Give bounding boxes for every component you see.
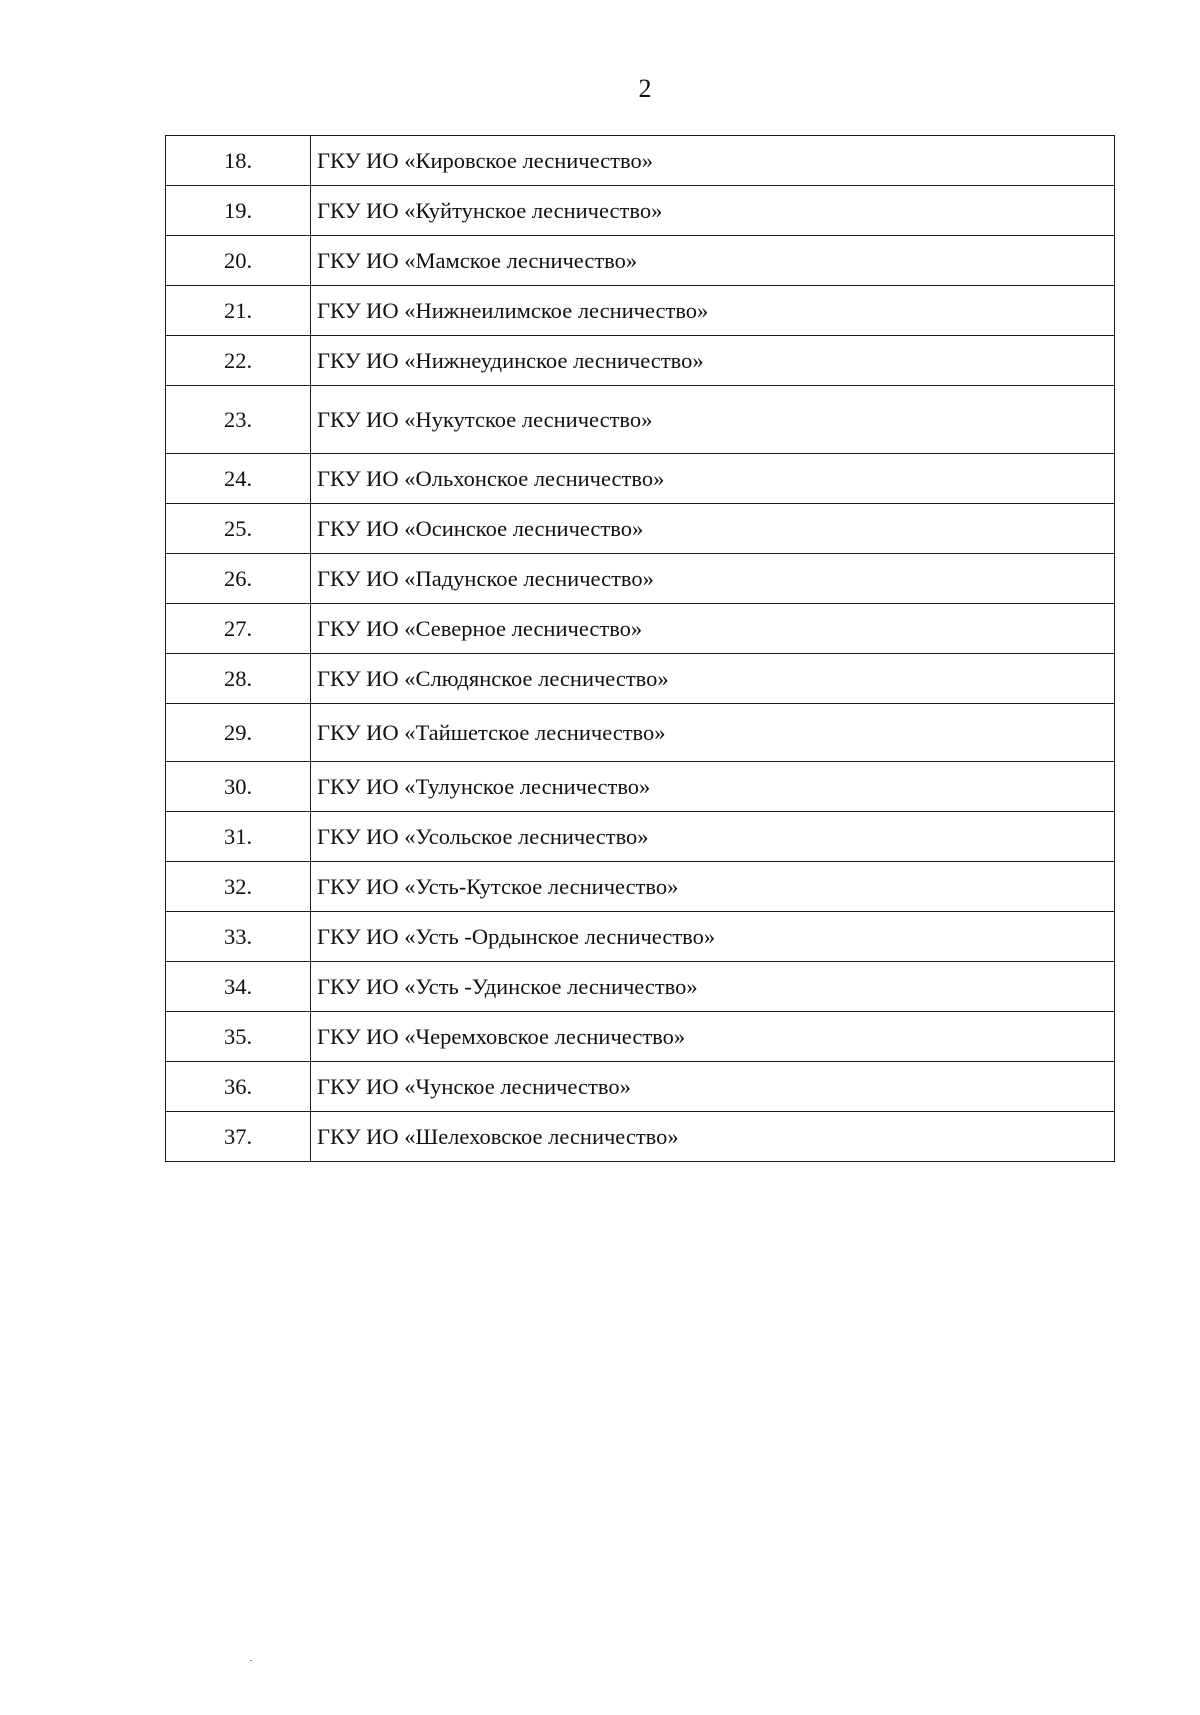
- table-row: [166, 336, 1115, 386]
- row-number: 35.: [166, 1012, 311, 1062]
- row-number: 31.: [166, 812, 311, 862]
- row-name: ГКУ ИО «Усть -Ордынское лесничество»: [311, 912, 1115, 962]
- row-name: ГКУ ИО «Кировское лесничество»: [311, 136, 1115, 186]
- row-number: 26.: [166, 554, 311, 604]
- row-name: ГКУ ИО «Осинское лесничество»: [311, 504, 1115, 554]
- row-number: 23.: [166, 386, 311, 454]
- row-name: ГКУ ИО «Усть-Кутское лесничество»: [311, 862, 1115, 912]
- row-name: ГКУ ИО «Мамское лесничество»: [311, 236, 1115, 286]
- row-name: ГКУ ИО «Ольхонское лесничество»: [311, 454, 1115, 504]
- table-row: [166, 704, 1115, 762]
- table-row: [166, 912, 1115, 962]
- row-number: 19.: [166, 186, 311, 236]
- table-row: [166, 1012, 1115, 1062]
- table-row: [166, 504, 1115, 554]
- row-name: ГКУ ИО «Северное лесничество»: [311, 604, 1115, 654]
- row-number: 27.: [166, 604, 311, 654]
- row-name: ГКУ ИО «Усть -Удинское лесничество»: [311, 962, 1115, 1012]
- table-row: [166, 286, 1115, 336]
- table-row: [166, 136, 1115, 186]
- table-row: [166, 1062, 1115, 1112]
- table-row: [166, 386, 1115, 454]
- row-name: ГКУ ИО «Усольское лесничество»: [311, 812, 1115, 862]
- row-name: ГКУ ИО «Падунское лесничество»: [311, 554, 1115, 604]
- row-name: ГКУ ИО «Тайшетское лесничество»: [311, 704, 1115, 762]
- table-row: [166, 1112, 1115, 1162]
- table-row: [166, 236, 1115, 286]
- table-row: [166, 554, 1115, 604]
- row-number: 30.: [166, 762, 311, 812]
- row-name: ГКУ ИО «Нижнеилимское лесничество»: [311, 286, 1115, 336]
- table-row: [166, 454, 1115, 504]
- row-number: 21.: [166, 286, 311, 336]
- row-name: ГКУ ИО «Тулунское лесничество»: [311, 762, 1115, 812]
- row-name: ГКУ ИО «Чунское лесничество»: [311, 1062, 1115, 1112]
- row-name: ГКУ ИО «Слюдянское лесничество»: [311, 654, 1115, 704]
- table-row: [166, 762, 1115, 812]
- row-name: ГКУ ИО «Черемховское лесничество»: [311, 1012, 1115, 1062]
- row-number: 34.: [166, 962, 311, 1012]
- row-number: 28.: [166, 654, 311, 704]
- table-row: [166, 604, 1115, 654]
- table-row: [166, 862, 1115, 912]
- row-name: ГКУ ИО «Нижнеудинское лесничество»: [311, 336, 1115, 386]
- row-number: 37.: [166, 1112, 311, 1162]
- row-number: 29.: [166, 704, 311, 762]
- scan-speck: [250, 1660, 252, 1661]
- table-row: [166, 962, 1115, 1012]
- row-number: 36.: [166, 1062, 311, 1112]
- row-number: 22.: [166, 336, 311, 386]
- row-number: 25.: [166, 504, 311, 554]
- row-number: 24.: [166, 454, 311, 504]
- row-number: 33.: [166, 912, 311, 962]
- row-name: ГКУ ИО «Куйтунское лесничество»: [311, 186, 1115, 236]
- table-row: [166, 812, 1115, 862]
- table-row: [166, 186, 1115, 236]
- table-row: [166, 654, 1115, 704]
- row-name: ГКУ ИО «Шелеховское лесничество»: [311, 1112, 1115, 1162]
- row-name: ГКУ ИО «Нукутское лесничество»: [311, 386, 1115, 454]
- row-number: 20.: [166, 236, 311, 286]
- forestry-list-table: [165, 135, 1115, 1162]
- page-number: 2: [638, 74, 652, 103]
- row-number: 18.: [166, 136, 311, 186]
- row-number: 32.: [166, 862, 311, 912]
